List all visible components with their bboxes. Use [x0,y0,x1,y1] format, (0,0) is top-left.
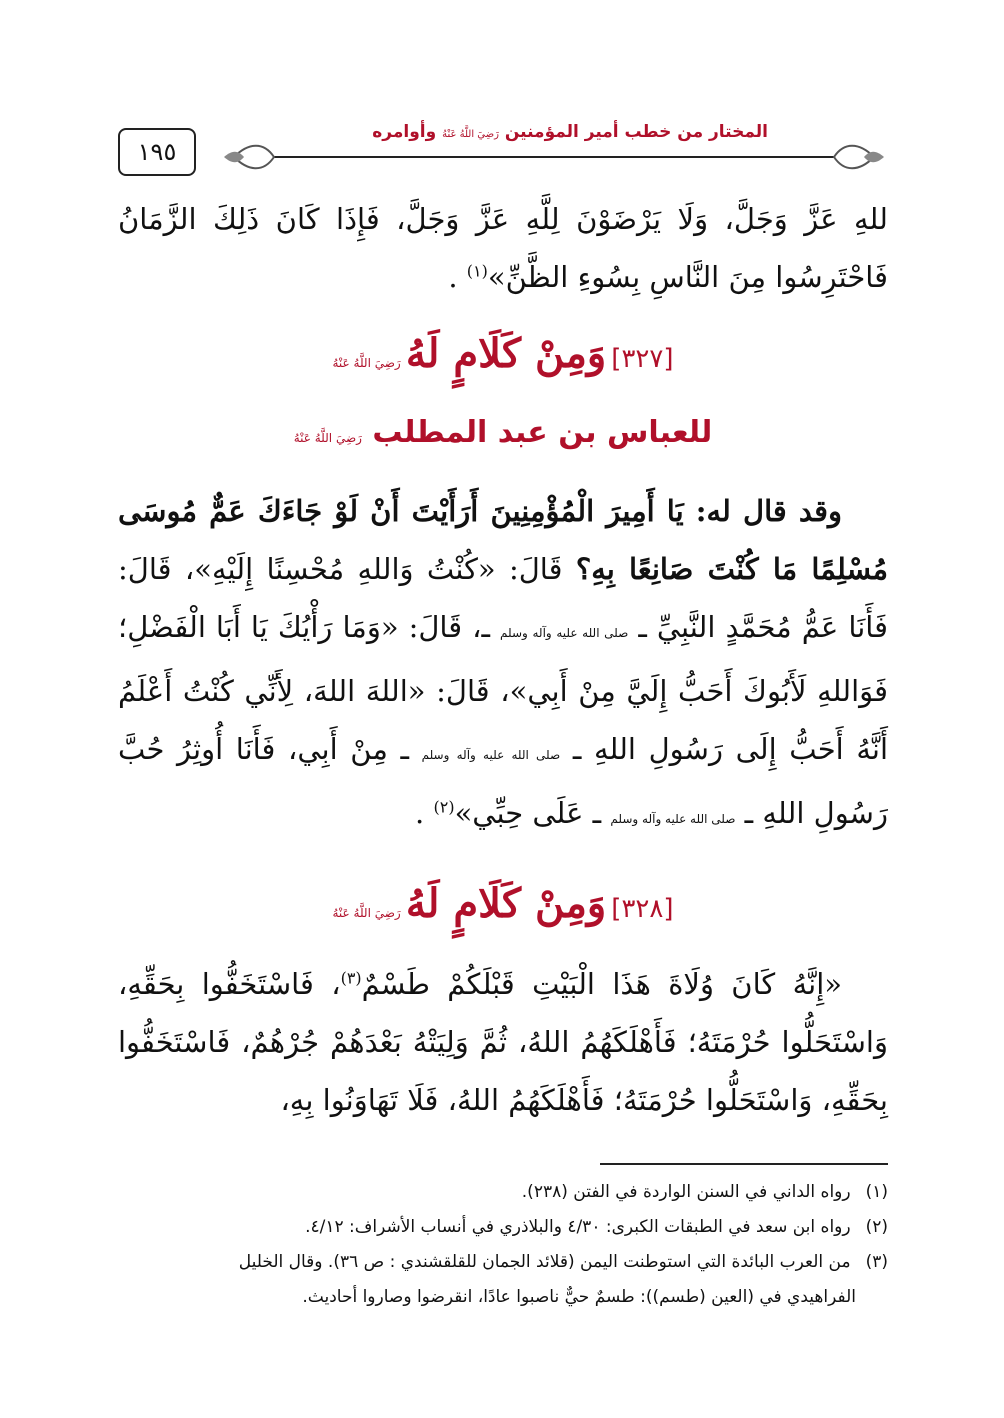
section-328-phrase: وَمِنْ كَلَامٍ لَهُ [405,880,607,927]
footnotes [118,1175,888,1315]
footnote-2-text: رواه ابن سعد في الطبقات الكبرى: ٤/٣٠ والبلاذري في أنساب الأشراف: ٤/١٢. [305,1217,851,1237]
footnote-1-text: رواه الداني في السنن الواردة في الفتن (٢٣٨). [521,1182,851,1202]
footnote-3-text: من العرب البائدة التي استوطنت اليمن (قلائد الجمان للقلقشندي : ص ٣٦). وقال الخليل [238,1252,851,1272]
section-327-heading [118,330,888,377]
footnote-3-number: (٣) [865,1252,888,1272]
section-327-subtitle-text: للعباس بن عبد المطلب [372,415,713,450]
paragraph-2-end: . [415,796,434,830]
footnote-3 [118,1245,888,1280]
page-number-box: ١٩٥ [118,128,196,176]
footnote-2-number: (٢) [865,1217,888,1237]
paragraph-1-line-2 [118,248,888,306]
paragraph-2-intro: وقد قال له: يَا أَمِيرَ الْمُؤْمِنِينَ أَرَأَيْتَ أَنْ لَوْ جَاءَكَ عَمٌّ مُوسَى مُسْلِمًا مَا كُنْتَ صَانِعًا بِهِ؟ [118,494,888,586]
running-title [372,122,768,142]
running-title-main: المختار من خطب أمير المؤمنين [504,122,768,142]
section-327-phrase: وَمِنْ كَلَامٍ لَهُ [405,330,607,377]
section-327-honorific: رَضِيَ اللَّهُ عَنْهُ [332,356,401,370]
paragraph-1 [118,190,888,306]
running-title-end: وأوامره [372,122,437,142]
section-328-heading [118,880,888,927]
footnote-1 [118,1175,888,1210]
section-327-number: [٣٢٧] [611,344,674,374]
running-title-honorific: رَضِيَ اللَّهُ عَنْهُ [442,129,499,140]
footnote-ref-2: (٢) [433,797,455,817]
section-327-subtitle [118,415,888,450]
paragraph-2 [118,482,888,848]
paragraph-3 [118,955,888,1129]
section-328-honorific: رَضِيَ اللَّهُ عَنْهُ [332,906,401,920]
footnote-ref-3: (٣) [340,968,362,988]
paragraph-2-part-d: ـ مِنْ أَبِي، فَأَنَا أُوثِرُ حُبَّ رَسُولِ اللهِ ـ [118,732,888,830]
footnote-1-number: (١) [865,1182,888,1202]
paragraph-1-line-2-text: فَاحْتَرِسُوا مِنَ النَّاسِ بِسُوءِ الظَّنِّ» [487,260,888,294]
paragraph-1-line-1: للهِ عَزَّ وَجَلَّ، وَلَا يَرْضَوْنَ لِلَّهِ عَزَّ وَجَلَّ، فَإِذَا كَانَ ذَلِكَ الزَّمَانُ [118,202,888,236]
salawat-3: صلى الله عليه وآله وسلم [610,812,736,826]
paragraph-1-end: . [448,260,467,294]
footnote-2 [118,1210,888,1245]
footnote-separator [600,1163,888,1165]
paragraph-3-part-a: «إِنَّهُ كَانَ وُلَاةَ هَذَا الْبَيْتِ قَبْلَكُمْ طَسْمٌ [361,967,842,1001]
salawat-1: صلى الله عليه وآله وسلم [500,626,629,640]
section-327-subtitle-honorific: رَضِيَ اللَّهُ عَنْهُ [293,431,362,445]
paragraph-2-part-e: ـ عَلَى حِبِّي» [454,796,611,830]
section-328-number: [٣٢٨] [611,894,674,924]
page-header [118,118,888,182]
salawat-2: صلى الله عليه وآله وسلم [421,748,561,762]
footnote-ref-1: (١) [466,261,488,281]
paragraph-3-part-b: ، فَاسْتَخَفُّوا بِحَقِّهِ، وَاسْتَحَلُّوا حُرْمَتَهُ؛ فَأَهْلَكَهُمُ اللهُ، ثُمَّ وَلِيَتْهُ بَعْدَهُمْ جُرْهُمٌ، فَاسْتَخَفُّوا بِحَقِّهِ، وَاسْتَحَلُّوا حُرْمَتَهُ؛ فَأَهْلَكَهُمُ اللهُ، فَلَا تَهَاوَنُوا بِهِ، [118,967,888,1117]
footnote-3-continuation: الفراهيدي في (العين (طسم)): طسمٌ حيٌّ ناصبوا عادًا، انقرضوا وصاروا أحاديث. [302,1287,856,1307]
paragraph-2-part-c: ـ، قَالَ: «وَمَا رَأْيُكَ يَا أَبَا الْفَضْلِ؛ فَوَاللهِ لَأَبُوكَ أَحَبُّ إِلَيَّ مِنْ أَبِي»، قَالَ: «اللهَ اللهَ، لِأَنِّي كُنْتُ أَعْلَمُ أَنَّهُ أَحَبُّ إِلَى رَسُولِ اللهِ ـ [118,610,888,766]
paragraph-2-part-b: قَالَ: «كُنْتُ وَاللهِ مُحْسِنًا إِلَيْهِ»، قَالَ: فَأَنَا عَمُّ مُحَمَّدٍ النَّبِيِّ ـ [118,552,888,644]
